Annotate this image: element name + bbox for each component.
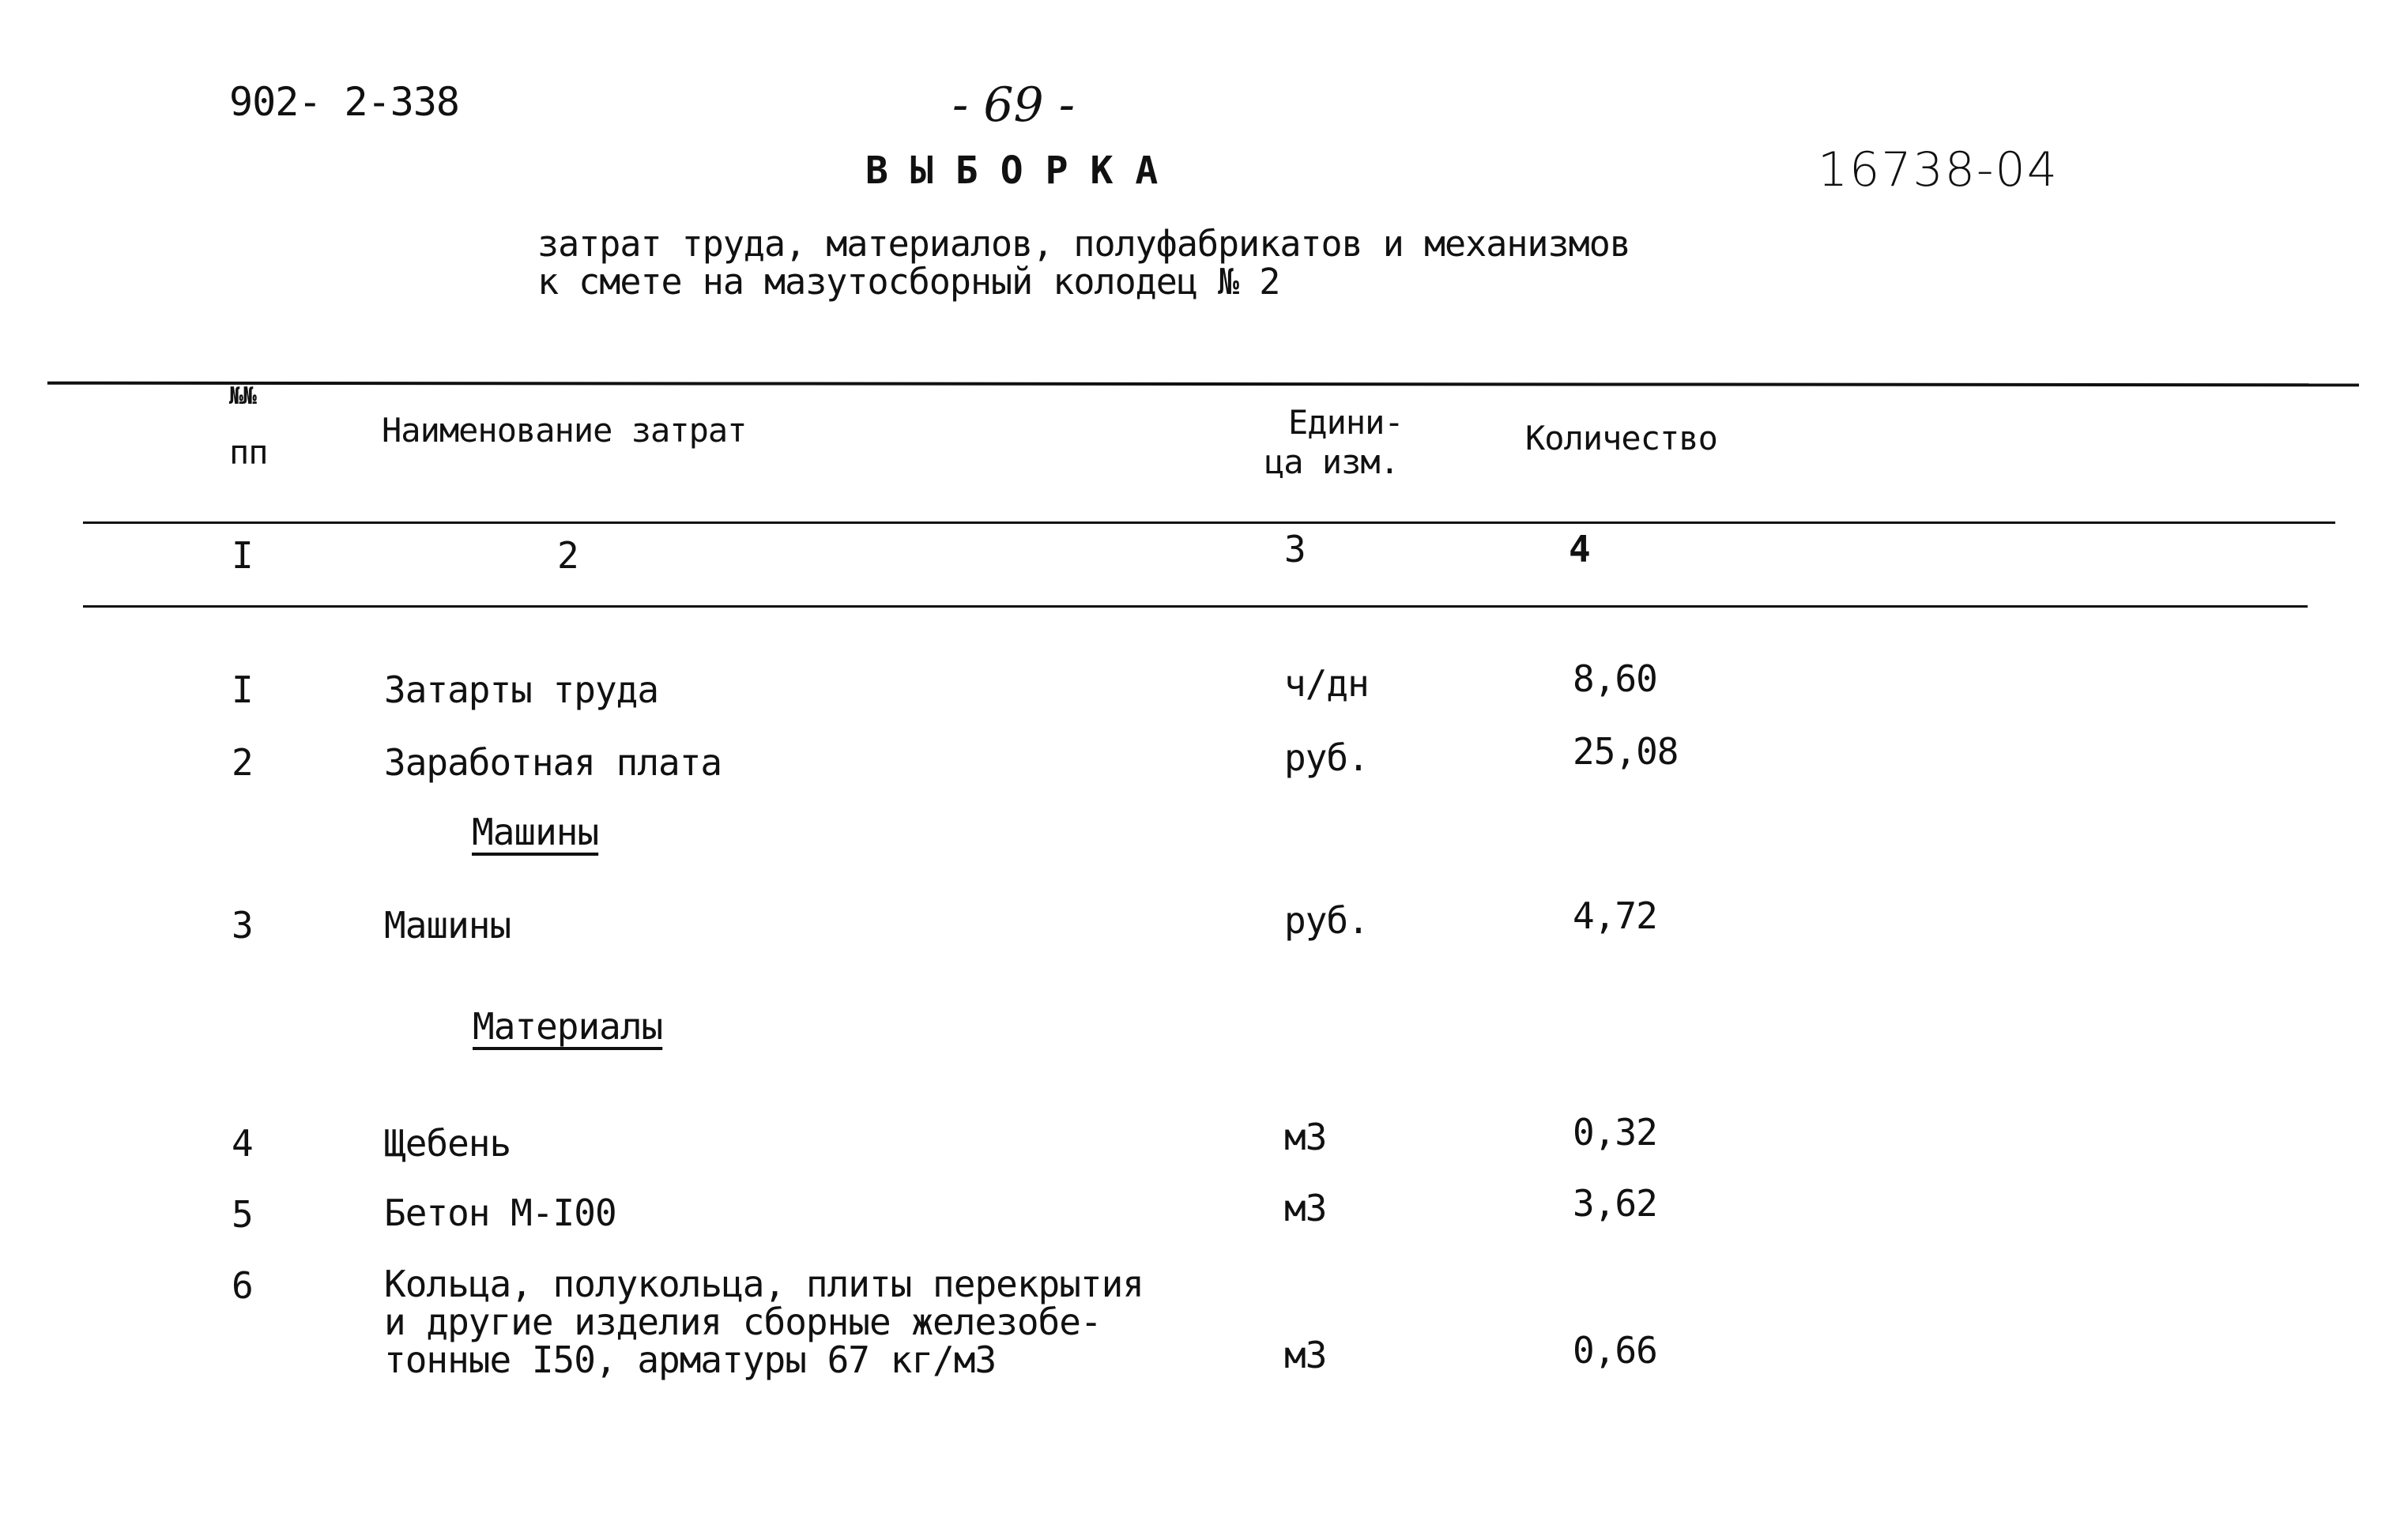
row-4-num: 4	[232, 1122, 253, 1165]
row-6-qty: 0,66	[1573, 1329, 1657, 1372]
col-header-num-line1: №№	[229, 382, 257, 410]
subtitle-line-2: к смете на мазутосборный колодец № 2	[537, 261, 1280, 303]
row-3-qty: 4,72	[1573, 894, 1657, 937]
index-row-bottom-rule	[83, 605, 2308, 608]
row-1-num: I	[232, 668, 253, 711]
row-2-qty: 25,08	[1573, 730, 1679, 773]
row-3-num: 3	[232, 904, 253, 947]
row-6-name-line-1: Кольца, полукольца, плиты перекрытия	[384, 1263, 1144, 1305]
col-header-quantity: Количество	[1525, 419, 1717, 457]
column-index-3: 3	[1284, 528, 1306, 570]
row-4-unit: м3	[1284, 1116, 1327, 1158]
row-1-unit: ч/дн	[1284, 662, 1369, 705]
section-heading-machines: Машины	[472, 811, 599, 853]
page-number: - 69 -	[952, 77, 1076, 133]
row-2-name: Заработная плата	[384, 741, 722, 784]
row-5-qty: 3,62	[1573, 1182, 1657, 1225]
row-6-name-line-3: тонные I50, арматуры 67 кг/м3	[384, 1338, 997, 1381]
page-title: ВЫБОРКА	[865, 149, 1181, 193]
row-3-name: Машины	[384, 904, 511, 947]
row-5-num: 5	[232, 1193, 253, 1236]
table-top-rule	[47, 382, 2359, 387]
col-header-unit-line1: Едини-	[1288, 403, 1404, 442]
handwritten-archive-code: 16738-04	[1818, 142, 2059, 198]
row-1-qty: 8,60	[1573, 657, 1657, 700]
col-header-num-line2: пп	[229, 433, 268, 472]
row-2-unit: руб.	[1284, 736, 1369, 779]
row-2-num: 2	[232, 741, 253, 784]
header-bottom-rule	[83, 521, 2335, 524]
row-5-unit: м3	[1284, 1187, 1327, 1229]
row-1-name: Затарты труда	[384, 668, 659, 711]
document-code: 902- 2-338	[229, 79, 460, 125]
section-heading-materials: Материалы	[473, 1005, 663, 1048]
subtitle-line-1: затрат труда, материалов, полуфабрикатов и механизмов	[537, 223, 1630, 265]
row-4-qty: 0,32	[1573, 1111, 1657, 1154]
col-header-unit-line2: ца изм.	[1264, 442, 1400, 481]
column-index-4: 4	[1569, 528, 1591, 570]
row-6-name-line-2: и другие изделия сборные железобе-	[384, 1301, 1102, 1343]
column-index-1: I	[232, 534, 254, 577]
row-6-unit: м3	[1284, 1334, 1327, 1376]
column-index-2: 2	[557, 534, 579, 577]
col-header-name: Наименование затрат	[382, 411, 747, 450]
row-5-name: Бетон М-I00	[384, 1192, 616, 1234]
row-6-num: 6	[232, 1264, 253, 1307]
row-4-name: Щебень	[384, 1122, 511, 1165]
row-3-unit: руб.	[1284, 899, 1369, 942]
